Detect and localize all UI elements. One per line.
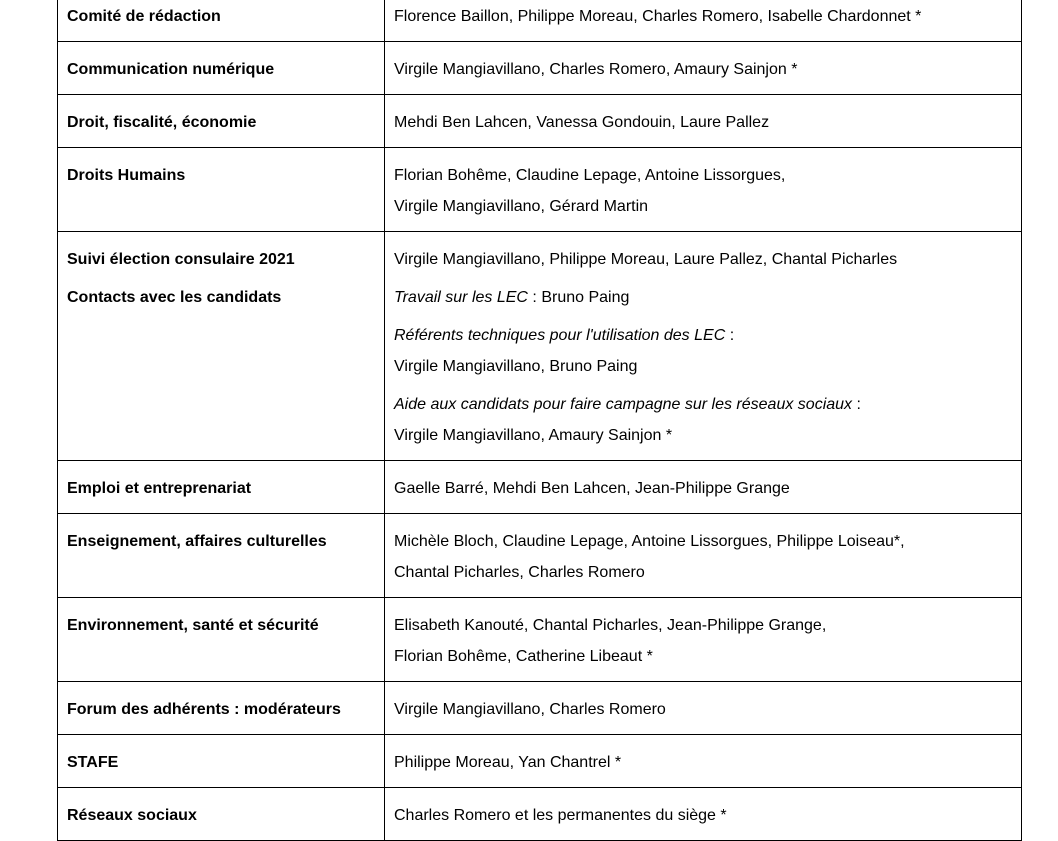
aid-label: Aide aux candidats pour faire campagne sur les réseaux sociaux [394,396,853,413]
committee-name: Droits Humains [58,148,385,232]
lec-ref-line [394,320,1012,351]
committee-name: Droit, fiscalité, économie [58,95,385,148]
committee-name: Environnement, santé et sécurité [58,598,385,682]
lec-work-label: Travail sur les LEC [394,289,528,306]
committee-name: Comité de rédaction [58,0,385,42]
lec-work-separator: : [527,289,542,306]
members-line: Elisabeth Kanouté, Chantal Picharles, Jean-Philippe Grange, [394,617,827,634]
table-row [58,735,1022,788]
committee-members: Virgile Mangiavillano, Charles Romero, Amaury Sainjon * [385,42,1022,95]
lec-ref-separator: : [725,327,735,344]
aid-line [394,389,1012,420]
table-row [58,788,1022,841]
table-row [58,461,1022,514]
committee-members [385,514,1022,598]
table-row [58,95,1022,148]
lec-ref-label: Référents techniques pour l'utilisation des LEC [394,327,726,344]
members-line: Florian Bohême, Claudine Lepage, Antoine Lissorgues, [394,167,786,184]
aid-value: Virgile Mangiavillano, Amaury Sainjon * [394,427,673,444]
committee-name-cell [58,232,385,461]
committee-name: Communication numérique [58,42,385,95]
committee-members: Charles Romero et les permanentes du siège * [385,788,1022,841]
committee-name: Forum des adhérents : modérateurs [58,682,385,735]
committee-members [385,598,1022,682]
committee-subtitle: Contacts avec les candidats [67,289,282,306]
committee-members: Gaelle Barré, Mehdi Ben Lahcen, Jean-Philippe Grange [385,461,1022,514]
committee-members [385,232,1022,461]
committee-name: Emploi et entreprenariat [58,461,385,514]
committee-name: Suivi élection consulaire 2021 [67,251,295,268]
committees-table [57,0,1022,841]
table-row [58,232,1022,461]
committee-name: Enseignement, affaires culturelles [58,514,385,598]
members-line: Chantal Picharles, Charles Romero [394,564,645,581]
committee-members: Florence Baillon, Philippe Moreau, Charles Romero, Isabelle Chardonnet * [385,0,1022,42]
members-line: Virgile Mangiavillano, Gérard Martin [394,198,649,215]
table-row [58,514,1022,598]
members-line: Virgile Mangiavillano, Philippe Moreau, Laure Pallez, Chantal Picharles [394,251,898,268]
committee-name: STAFE [58,735,385,788]
committee-members: Philippe Moreau, Yan Chantrel * [385,735,1022,788]
lec-ref-value: Virgile Mangiavillano, Bruno Paing [394,358,638,375]
table-row [58,42,1022,95]
members-line: Florian Bohême, Catherine Libeaut * [394,648,653,665]
table-row [58,148,1022,232]
members-line: Michèle Bloch, Claudine Lepage, Antoine Lissorgues, Philippe Loiseau*, [394,533,905,550]
table-row [58,0,1022,42]
committee-members: Mehdi Ben Lahcen, Vanessa Gondouin, Laure Pallez [385,95,1022,148]
aid-separator: : [852,396,861,413]
committee-members: Virgile Mangiavillano, Charles Romero [385,682,1022,735]
committee-name: Réseaux sociaux [58,788,385,841]
table-row [58,598,1022,682]
table-row [58,682,1022,735]
lec-work-value: Bruno Paing [541,289,630,306]
committee-members [385,148,1022,232]
lec-work-line [394,282,1012,313]
